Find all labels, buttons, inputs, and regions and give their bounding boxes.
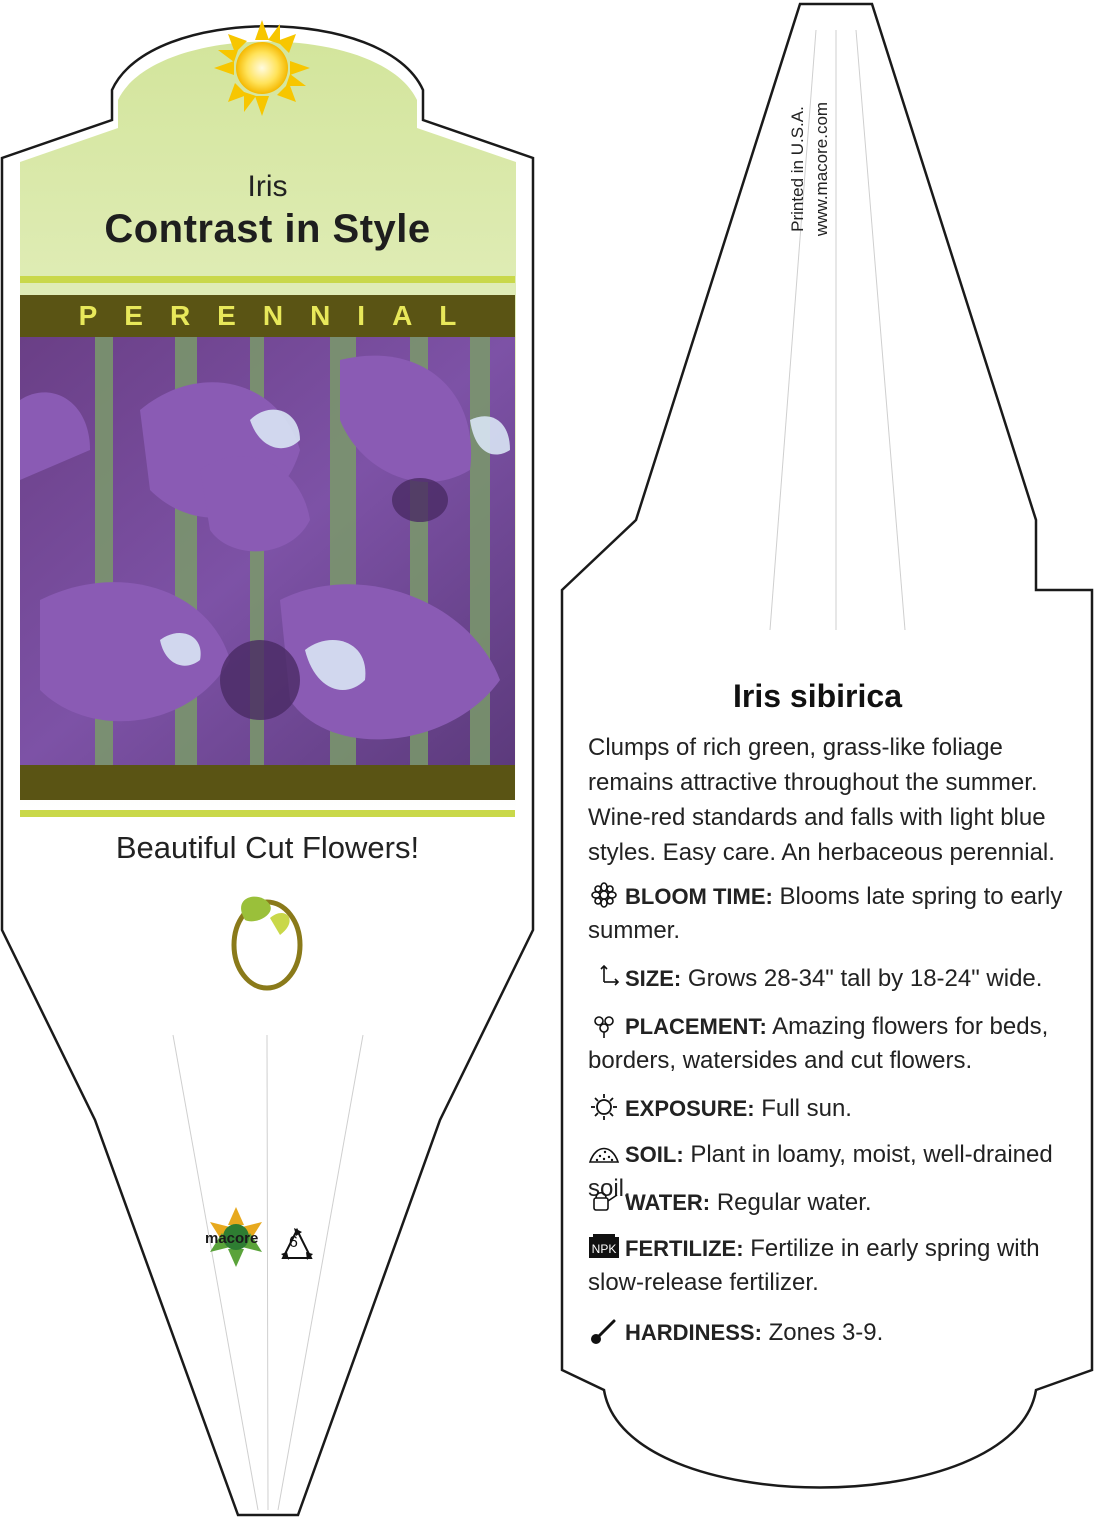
sun-icon	[214, 20, 310, 116]
care-bloom-time	[588, 880, 1063, 948]
plant-description: Clumps of rich green, grass-like foliage remains attractive throughout the summer. Wine-red standards and falls with light blue styles. Easy care. An herbaceous perennial.	[588, 734, 1055, 866]
care-text: Blooms late spring to early summer.	[588, 883, 1063, 944]
care-label: PLACEMENT:	[625, 1014, 767, 1039]
brand-name: macore	[205, 1230, 259, 1247]
top-accent-rule	[20, 276, 515, 283]
watering-can-icon	[588, 1188, 620, 1214]
tagline: Beautiful Cut Flowers!	[115, 830, 420, 865]
plant-type-label: PERENNIAL	[78, 300, 484, 331]
care-placement	[588, 1010, 1063, 1078]
website-line: www.macore.com	[812, 101, 831, 237]
care-text: Full sun.	[761, 1095, 852, 1122]
bottom-accent-rule	[20, 810, 515, 817]
genus-name: Iris	[247, 170, 288, 203]
iris-photo	[20, 337, 515, 765]
care-label: WATER:	[625, 1190, 711, 1215]
npk-icon	[588, 1234, 620, 1260]
care-size	[588, 962, 1063, 996]
thermometer-icon	[588, 1318, 620, 1344]
care-text: Regular water.	[716, 1189, 872, 1216]
care-label: SOIL:	[625, 1142, 684, 1167]
soil-icon	[588, 1140, 620, 1166]
printed-info	[786, 9, 834, 329]
sun-outline-icon	[588, 1094, 620, 1120]
flower-icon	[588, 882, 620, 908]
cultivar-name: Contrast in Style	[104, 207, 431, 251]
svg-text:NPK: NPK	[591, 1242, 617, 1256]
botanical-name: Iris sibirica	[733, 678, 902, 714]
size-icon	[588, 964, 620, 990]
care-text: Zones 3-9.	[768, 1319, 884, 1346]
care-label: HARDINESS:	[625, 1320, 762, 1345]
care-water	[588, 1186, 1063, 1220]
bottom-band	[20, 765, 515, 800]
care-text: Fertilize in early spring with slow-release fertilizer.	[588, 1235, 1040, 1296]
care-label: EXPOSURE:	[625, 1096, 755, 1121]
care-text: Amazing flowers for beds, borders, watersides and cut flowers.	[588, 1013, 1049, 1074]
care-exposure	[588, 1092, 1063, 1126]
printed-line: Printed in U.S.A.	[788, 106, 807, 232]
care-fertilize	[588, 1232, 1063, 1300]
care-text: Plant in loamy, moist, well-drained soil.	[588, 1141, 1053, 1202]
recycle-code: 6	[289, 1234, 298, 1251]
care-label: FERTILIZE:	[625, 1236, 744, 1261]
care-hardiness	[588, 1316, 1063, 1350]
care-label: BLOOM TIME:	[625, 884, 773, 909]
care-text: Grows 28-34" tall by 18-24" wide.	[687, 965, 1043, 992]
care-label: SIZE:	[625, 966, 682, 991]
placement-icon	[588, 1012, 620, 1038]
